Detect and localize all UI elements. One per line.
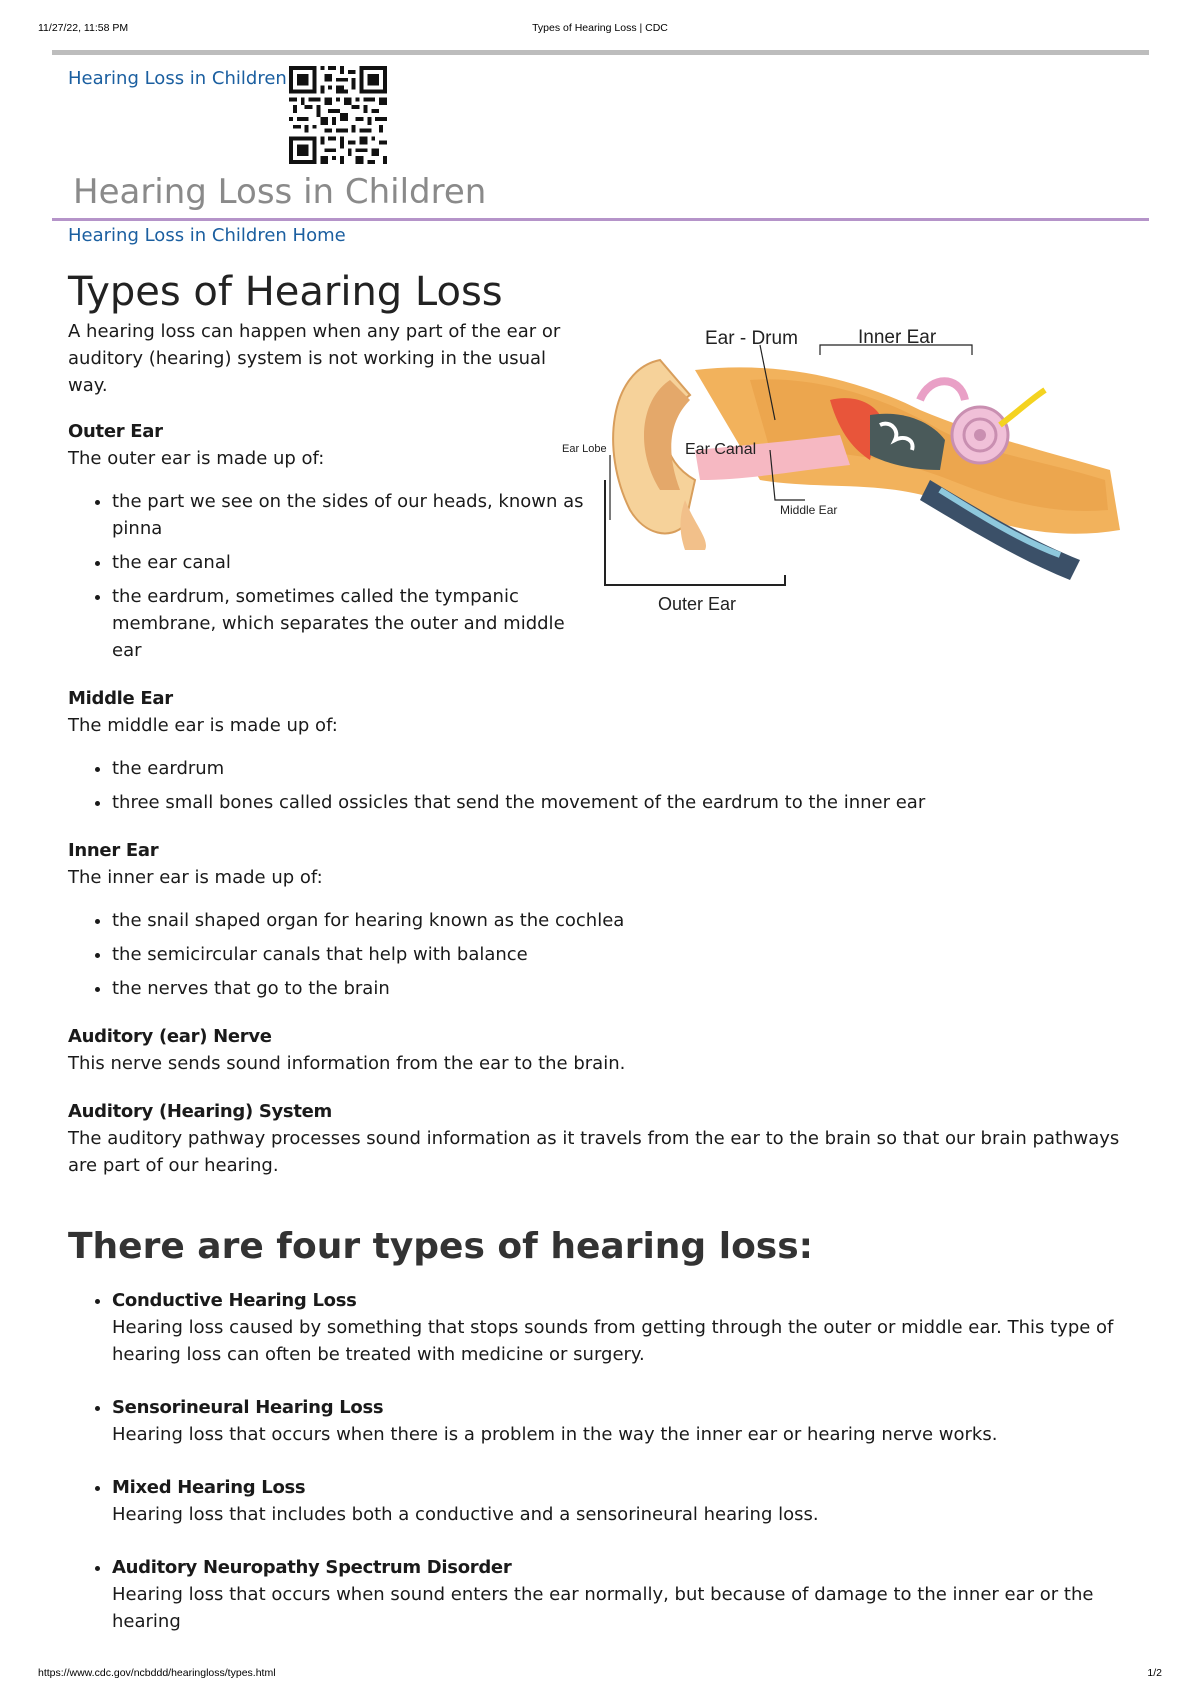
outer-ear-list (68, 488, 588, 664)
types-heading: There are four types of hearing loss: (68, 1226, 814, 1267)
type-desc: Hearing loss that includes both a conductive and a sensorineural hearing loss. (112, 1504, 819, 1525)
label-outer-ear: Outer Ear (658, 594, 737, 614)
section-heading: Outer Ear (68, 421, 163, 442)
type-desc: Hearing loss that occurs when sound enters the ear normally, but because of damage to the inner ear or the hearing (112, 1584, 1094, 1632)
print-page-title: Types of Hearing Loss | CDC (532, 22, 668, 34)
label-ear-canal: Ear Canal (685, 441, 757, 458)
section-text: The inner ear is made up of: (68, 867, 323, 888)
section-text: The middle ear is made up of: (68, 715, 338, 736)
title-divider (52, 218, 1149, 221)
type-name: • Auditory Neuropathy Spectrum Disorder (112, 1557, 512, 1578)
list-item: • the eardrum, sometimes called the tympanic membrane, which separates the outer and middle ear (112, 583, 588, 664)
section-outer-ear (68, 419, 588, 664)
list-item: • the ear canal (112, 549, 588, 576)
section-text: The outer ear is made up of: (68, 448, 325, 469)
inner-ear-list (68, 907, 1138, 1002)
types-list (68, 1287, 1138, 1635)
label-inner-ear: Inner Ear (858, 327, 937, 348)
print-url: https://www.cdc.gov/ncbddd/hearingloss/types.html (38, 1667, 276, 1679)
section-inner-ear (68, 838, 1138, 1002)
home-link[interactable]: Hearing Loss in Children Home (68, 225, 346, 246)
section-text: This nerve sends sound information from the ear to the brain. (68, 1053, 626, 1074)
top-divider (52, 50, 1149, 55)
section-heading: Inner Ear (68, 840, 159, 861)
section-middle-ear (68, 686, 1138, 816)
type-desc: Hearing loss caused by something that stops sounds from getting through the outer or middle ear. This type of hearing loss can often be treated with medicine or surgery. (112, 1317, 1114, 1365)
type-item (112, 1554, 1138, 1635)
section-text: The auditory pathway processes sound information as it travels from the ear to the brain so that our brain pathways are part of our hearing. (68, 1128, 1120, 1176)
type-item (112, 1474, 1138, 1528)
type-item (112, 1287, 1138, 1368)
intro-text: A hearing loss can happen when any part of the ear or auditory (hearing) system is not working in the usual way. (68, 321, 561, 396)
section-heading: Auditory (ear) Nerve (68, 1026, 272, 1047)
section-auditory-nerve (68, 1024, 1138, 1077)
qr-code-icon (289, 66, 387, 164)
list-item: • three small bones called ossicles that send the movement of the eardrum to the inner ear (112, 789, 1138, 816)
type-desc: Hearing loss that occurs when there is a problem in the way the inner ear or hearing nerve works. (112, 1424, 998, 1445)
list-item: • the eardrum (112, 755, 1138, 782)
site-title: Hearing Loss in Children (73, 172, 487, 212)
type-name: • Conductive Hearing Loss (112, 1290, 357, 1311)
auditory-nerve-shape (1000, 390, 1045, 425)
type-item (112, 1394, 1138, 1448)
page-title: Types of Hearing Loss (68, 269, 503, 315)
list-item: • the nerves that go to the brain (112, 975, 1138, 1002)
type-name: • Mixed Hearing Loss (112, 1477, 306, 1498)
semicircular-canals (920, 381, 965, 400)
label-middle-ear: Middle Ear (780, 503, 838, 517)
print-datetime: 11/27/22, 11:58 PM (38, 22, 129, 34)
middle-ear-list (68, 755, 1138, 816)
type-name: • Sensorineural Hearing Loss (112, 1397, 384, 1418)
list-item: • the snail shaped organ for hearing known as the cochlea (112, 907, 1138, 934)
list-item: • the semicircular canals that help with balance (112, 941, 1138, 968)
print-page-number: 1/2 (1147, 1667, 1162, 1679)
ear-anatomy-diagram (562, 327, 1140, 640)
section-auditory-system (68, 1099, 1138, 1179)
section-heading: Auditory (Hearing) System (68, 1101, 333, 1122)
list-item: • the part we see on the sides of our heads, known as pinna (112, 488, 588, 542)
ear-lobe-shape (680, 500, 706, 550)
site-link[interactable]: Hearing Loss in Children (68, 68, 287, 89)
label-ear-lobe: Ear Lobe (562, 443, 607, 455)
section-heading: Middle Ear (68, 688, 173, 709)
label-ear-drum: Ear - Drum (705, 328, 798, 349)
